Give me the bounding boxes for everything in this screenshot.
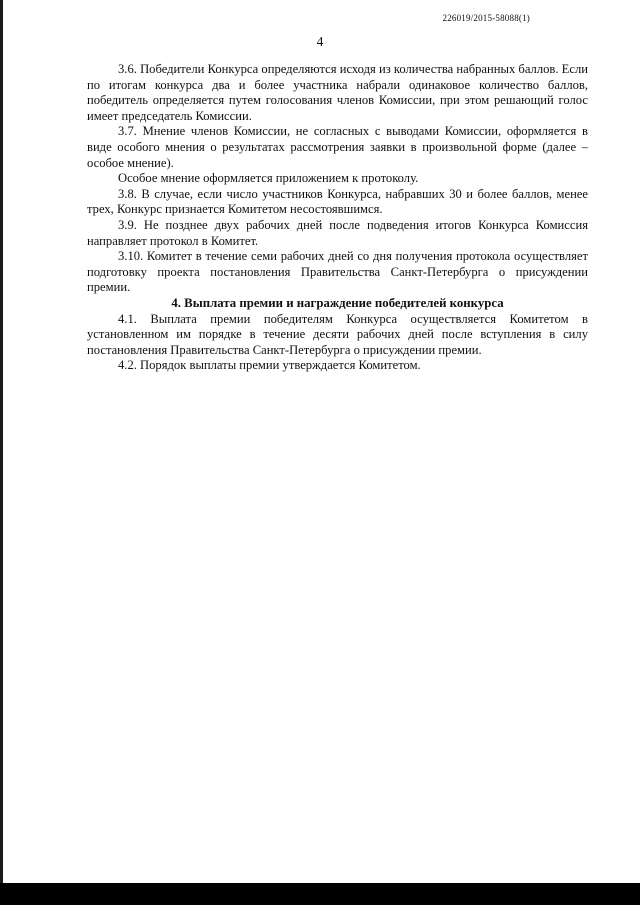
page-number: 4 (316, 34, 324, 49)
section-heading: 4. Выплата премии и награждение победителей конкурса (171, 295, 504, 310)
paragraph-4-2: 4.2. Порядок выплаты премии утверждается Комитетом. (118, 358, 421, 373)
scan-left-edge (0, 0, 3, 905)
document-body (87, 62, 588, 374)
paragraph-special-opinion: Особое мнение оформляется приложением к протоколу. (118, 171, 419, 186)
paragraph-4-1: 4.1. Выплата премии победителям Конкурса осуществляется Комитетом в установленном им порядке в течение десяти рабочих дней после вступления в силу постановления Правительства Санкт-Петербурга о присуждении премии. (87, 311, 588, 357)
scan-bottom-edge (0, 883, 640, 905)
paragraph-3-10: 3.10. Комитет в течение семи рабочих дней со дня получения протокола осуществляет подготовку проекта постановления Правительства Санкт-Петербурга о присуждении премии. (87, 249, 588, 295)
document-id: 226019/2015-58088(1) (442, 13, 530, 23)
paragraph-3-9: 3.9. Не позднее двух рабочих дней после подведения итогов Конкурса Комиссия направляет протокол в Комитет. (87, 217, 588, 248)
paragraph-3-7: 3.7. Мнение членов Комиссии, не согласных с выводами Комиссии, оформляется в виде особого мнения о результатах рассмотрения заявки в произвольной форме (далее – особое мнение). (87, 124, 588, 170)
paragraph-3-6: 3.6. Победители Конкурса определяются исходя из количества набранных баллов. Если по итогам конкурса два и более участника набрали одинаковое количество баллов, победитель определяется путем голосования членов Комиссии, при этом решающий голос имеет председатель Комиссии. (87, 62, 588, 123)
paragraph-3-8: 3.8. В случае, если число участников Конкурса, набравших 30 и более баллов, менее трех, Конкурс признается Комитетом несостоявшимся. (87, 186, 588, 217)
